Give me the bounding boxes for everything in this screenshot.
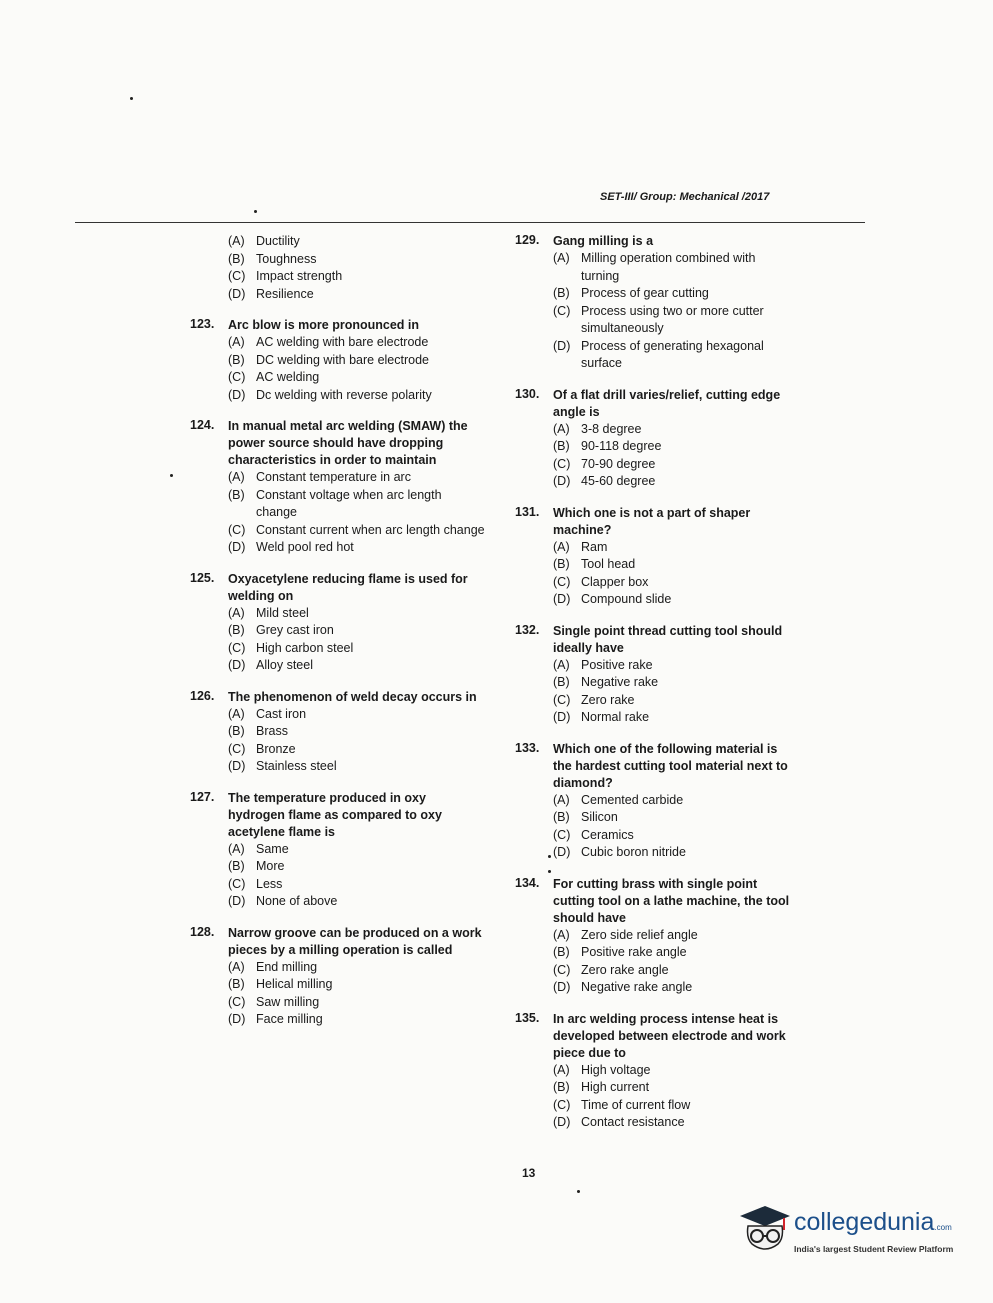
scan-speck (548, 855, 551, 858)
logo-wordmark: collegedunia.com (794, 1208, 952, 1236)
option-label: (B) (228, 977, 245, 991)
option-text: Helical milling (256, 977, 333, 991)
option-text: High carbon steel (256, 640, 354, 655)
option-text: Alloy steel (256, 658, 313, 672)
option-label: (C) (228, 876, 246, 891)
answer-option (228, 657, 485, 675)
option-text: Toughness (256, 251, 317, 266)
question-item (190, 689, 485, 776)
option-text: Process of gear cutting (581, 286, 709, 300)
answer-option (553, 962, 795, 980)
option-text: Same (256, 841, 289, 856)
option-text: Impact strength (256, 269, 343, 283)
option-label: (B) (553, 945, 570, 959)
option-label: (D) (553, 592, 571, 606)
option-list (553, 657, 795, 727)
question-text: For cutting brass with single point cutting tool on a lathe machine, the tool should have (553, 876, 790, 925)
option-label: (C) (553, 962, 571, 977)
left-column (190, 233, 485, 1043)
option-text: Dc welding with reverse polarity (256, 387, 432, 402)
question-item (515, 233, 795, 373)
option-text: 90-118 degree (581, 439, 662, 453)
option-label: (D) (228, 759, 246, 773)
scan-speck (577, 1190, 580, 1193)
option-label: (A) (553, 539, 570, 554)
option-text: Brass (256, 724, 288, 738)
answer-option (228, 723, 485, 741)
question-item (515, 1011, 795, 1132)
question-number: 130. (515, 386, 540, 401)
answer-option (228, 522, 485, 540)
option-text: Cubic boron nitride (581, 845, 686, 859)
option-text: None of above (256, 894, 338, 908)
continued-options (190, 233, 485, 303)
answer-option (553, 438, 795, 456)
option-text: Ductility (256, 234, 300, 248)
question-text: Which one is not a part of shaper machine? (553, 505, 751, 537)
option-text: End milling (256, 959, 318, 974)
answer-option (228, 841, 485, 859)
option-label: (C) (228, 741, 246, 756)
right-question-list (515, 233, 795, 1132)
question-item (190, 317, 485, 404)
option-text: Stainless steel (256, 759, 337, 773)
option-label: (B) (553, 557, 570, 571)
option-label: (D) (228, 286, 246, 301)
question-item (190, 418, 485, 557)
option-label: (D) (553, 980, 571, 994)
question-text: Oxyacetylene reducing flame is used for welding on (228, 571, 468, 603)
option-text: Less (256, 876, 283, 891)
answer-option (228, 539, 485, 557)
option-label: (B) (228, 623, 245, 637)
option-label: (C) (553, 574, 571, 589)
answer-option (553, 574, 795, 592)
option-text: Negative rake angle (581, 980, 693, 994)
option-text: High voltage (581, 1062, 651, 1077)
option-text: Positive rake angle (581, 945, 687, 959)
answer-option (228, 741, 485, 759)
option-list (553, 1062, 795, 1132)
answer-option (553, 809, 795, 827)
option-label: (A) (228, 706, 245, 721)
option-text: Clapper box (581, 574, 649, 589)
option-text: 45-60 degree (581, 474, 656, 488)
question-number: 135. (515, 1010, 540, 1025)
answer-option (228, 640, 485, 658)
question-item (190, 571, 485, 675)
answer-option (553, 250, 795, 285)
option-list (553, 421, 795, 491)
answer-option (553, 692, 795, 710)
option-text: Zero side relief angle (581, 927, 698, 942)
scan-speck (548, 870, 551, 873)
question-item (515, 505, 795, 609)
option-text: Silicon (581, 810, 618, 824)
option-label: (C) (553, 303, 571, 318)
option-label: (B) (228, 859, 245, 873)
option-list (228, 706, 485, 776)
option-label: (C) (228, 370, 246, 384)
scan-speck (254, 210, 257, 213)
answer-option (553, 591, 795, 609)
option-label: (B) (228, 724, 245, 738)
question-number: 123. (190, 317, 215, 331)
answer-option (228, 487, 485, 522)
answer-option (553, 456, 795, 474)
option-label: (A) (228, 959, 245, 974)
question-item (515, 741, 795, 862)
option-label: (B) (553, 286, 570, 300)
option-text: Zero rake (581, 692, 635, 707)
option-text: Ram (581, 539, 608, 554)
answer-option (553, 1114, 795, 1132)
answer-option (553, 338, 795, 373)
option-label: (A) (228, 841, 245, 856)
option-list (228, 841, 485, 911)
answer-option (228, 758, 485, 776)
option-label: (B) (553, 675, 570, 689)
question-item (190, 790, 485, 911)
answer-option (553, 303, 795, 338)
question-text: Of a flat drill varies/relief, cutting edge angle is (553, 387, 781, 419)
answer-option (553, 709, 795, 727)
option-list (228, 959, 485, 1029)
page-number: 13 (522, 1166, 536, 1180)
option-text: Tool head (581, 557, 636, 571)
answer-option (228, 622, 485, 640)
question-item (515, 623, 795, 727)
option-label: (B) (228, 251, 245, 266)
option-label: (B) (228, 352, 245, 367)
option-label: (A) (553, 1062, 570, 1077)
option-text: Time of current flow (581, 1097, 691, 1112)
option-label: (C) (228, 640, 246, 655)
option-label: (A) (553, 927, 570, 942)
question-number: 133. (515, 740, 540, 755)
option-label: (D) (553, 710, 571, 724)
question-number: 134. (515, 875, 540, 890)
answer-option (553, 1079, 795, 1097)
option-label: (A) (553, 421, 570, 436)
answer-option (553, 944, 795, 962)
answer-option (228, 334, 485, 352)
option-text: Process using two or more cutter simultaneously (581, 303, 764, 335)
option-label: (D) (228, 1012, 246, 1026)
option-text: Constant voltage when arc length change (256, 487, 442, 519)
option-text: AC welding (256, 370, 320, 384)
question-number: 124. (190, 418, 215, 432)
answer-option (228, 369, 485, 387)
question-number: 132. (515, 622, 540, 637)
option-label: (D) (553, 845, 571, 859)
answer-option (553, 1097, 795, 1115)
question-text: In manual metal arc welding (SMAW) the power source should have dropping characteristics in order to maintain (228, 419, 468, 467)
option-text: Mild steel (256, 605, 309, 620)
answer-option (553, 927, 795, 945)
question-text: Gang milling is a (553, 234, 654, 248)
answer-option (553, 1062, 795, 1080)
question-text: The temperature produced in oxy hydrogen flame as compared to oxy acetylene flame is (228, 790, 442, 839)
answer-option (553, 827, 795, 845)
option-text: Cemented carbide (581, 792, 684, 807)
answer-option (228, 876, 485, 894)
option-text: Negative rake (581, 675, 659, 689)
option-list (553, 792, 795, 862)
answer-option (553, 979, 795, 997)
option-label: (B) (553, 810, 570, 824)
option-label: (D) (228, 894, 246, 908)
answer-option (553, 674, 795, 692)
question-number: 131. (515, 504, 540, 519)
option-text: AC welding with bare electrode (256, 335, 429, 349)
option-label: (D) (228, 387, 246, 402)
option-label: (B) (228, 487, 245, 502)
answer-option (553, 657, 795, 675)
option-label: (D) (553, 338, 571, 353)
option-list (553, 250, 795, 373)
header-rule (75, 222, 865, 223)
question-text: Which one of the following material is the hardest cutting tool material next to diamond? (553, 741, 788, 790)
question-number: 127. (190, 789, 215, 804)
question-number: 126. (190, 688, 215, 703)
answer-option (228, 706, 485, 724)
answer-option (553, 539, 795, 557)
option-label: (C) (553, 692, 571, 707)
question-text: Arc blow is more pronounced in (228, 318, 419, 332)
option-list (553, 539, 795, 609)
option-text: Constant current when arc length change (256, 522, 485, 537)
option-list (228, 334, 485, 404)
option-text: Contact resistance (581, 1115, 685, 1129)
answer-option (228, 251, 485, 269)
option-label: (C) (228, 269, 246, 283)
option-label: (C) (553, 456, 571, 471)
option-label: (A) (553, 657, 570, 672)
answer-option (228, 858, 485, 876)
question-item (515, 387, 795, 491)
option-text: Constant temperature in arc (256, 470, 411, 484)
logo-tagline: India's largest Student Review Platform (794, 1244, 954, 1254)
option-text: Ceramics (581, 827, 634, 842)
option-list (553, 927, 795, 997)
option-text: 3-8 degree (581, 421, 642, 436)
option-text: Milling operation combined with turning (581, 251, 756, 283)
option-text: Compound slide (581, 592, 672, 606)
scan-speck (170, 474, 173, 477)
option-text: Resilience (256, 286, 314, 301)
answer-option (228, 605, 485, 623)
option-list (228, 469, 485, 557)
option-label: (C) (228, 994, 246, 1009)
answer-option (228, 387, 485, 405)
option-text: More (256, 859, 285, 873)
option-label: (A) (553, 251, 570, 265)
answer-option (553, 421, 795, 439)
answer-option (228, 233, 485, 251)
option-label: (C) (553, 1097, 571, 1112)
question-text: The phenomenon of weld decay occurs in (228, 689, 477, 704)
option-label: (B) (553, 1080, 570, 1094)
answer-option (228, 976, 485, 994)
answer-option (553, 792, 795, 810)
option-text: Process of generating hexagonal surface (581, 338, 764, 370)
question-text: Narrow groove can be produced on a work pieces by a milling operation is called (228, 925, 482, 957)
option-text: Saw milling (256, 994, 320, 1009)
option-label: (B) (553, 439, 570, 453)
option-text: Grey cast iron (256, 623, 334, 637)
option-label: (D) (228, 658, 246, 672)
option-text: Zero rake angle (581, 962, 669, 977)
question-text: In arc welding process intense heat is developed between electrode and work piece due to (553, 1011, 786, 1060)
option-label: (A) (228, 335, 245, 349)
right-column (515, 233, 795, 1146)
question-number: 125. (190, 570, 215, 585)
option-text: Normal rake (581, 710, 650, 724)
option-label: (A) (228, 470, 245, 484)
page-header: SET-III/ Group: Mechanical /2017 (600, 191, 770, 203)
scan-speck (130, 97, 133, 100)
collegedunia-logo[interactable] (738, 1204, 968, 1264)
option-text: High current (581, 1080, 650, 1094)
option-label: (D) (228, 540, 246, 554)
answer-option (228, 959, 485, 977)
option-label: (D) (553, 1115, 571, 1129)
option-text: Bronze (256, 741, 296, 756)
option-text: DC welding with bare electrode (256, 352, 430, 367)
question-item (515, 876, 795, 997)
option-label: (A) (228, 234, 245, 248)
answer-option (228, 1011, 485, 1029)
answer-option (553, 473, 795, 491)
option-text: Face milling (256, 1012, 323, 1026)
option-label: (C) (228, 522, 246, 537)
answer-option (228, 893, 485, 911)
option-label: (A) (553, 792, 570, 807)
option-text: Weld pool red hot (256, 540, 354, 554)
option-label: (A) (228, 605, 245, 620)
question-number: 129. (515, 233, 540, 247)
option-label: (C) (553, 827, 571, 842)
answer-option (553, 844, 795, 862)
option-label: (D) (553, 474, 571, 488)
student-mascot-icon (738, 1204, 792, 1256)
answer-option (553, 556, 795, 574)
question-text: Single point thread cutting tool should ideally have (553, 623, 783, 655)
answer-option (228, 286, 485, 304)
question-number: 128. (190, 924, 215, 939)
answer-option (228, 352, 485, 370)
option-text: Positive rake (581, 657, 653, 672)
answer-option (228, 268, 485, 286)
left-question-list (190, 317, 485, 1029)
option-text: 70-90 degree (581, 456, 656, 471)
answer-option (228, 994, 485, 1012)
option-list (228, 605, 485, 675)
option-text: Cast iron (256, 706, 307, 721)
answer-option (228, 469, 485, 487)
question-item (190, 925, 485, 1029)
answer-option (553, 285, 795, 303)
